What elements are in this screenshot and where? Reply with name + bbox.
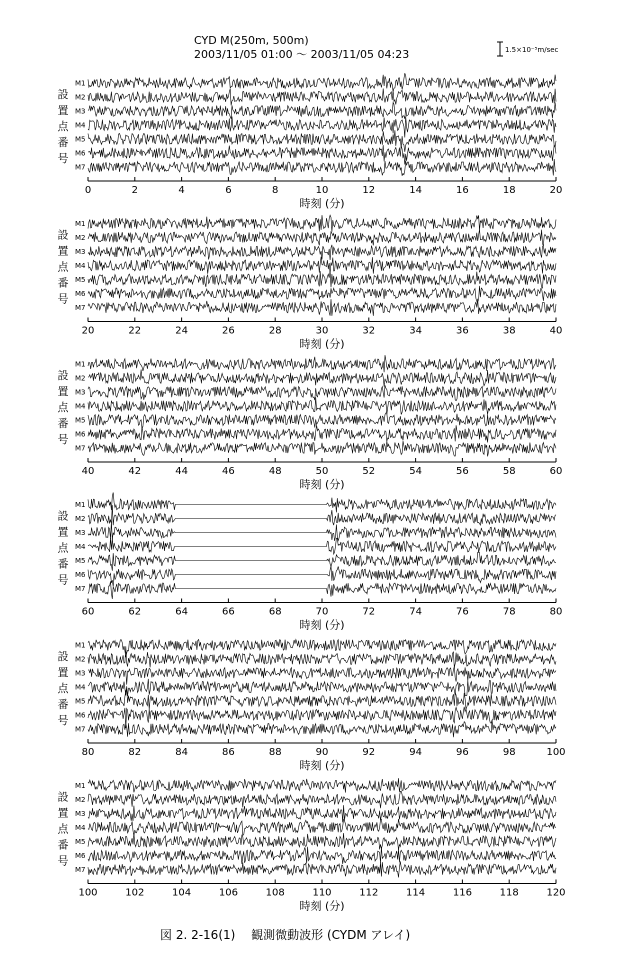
x-tick-label: 18 <box>502 185 516 196</box>
svg-text:点: 点 <box>57 541 69 555</box>
x-tick-label: 80 <box>81 747 95 758</box>
channel-label: M4 <box>75 543 86 551</box>
channel-label: M7 <box>75 304 86 312</box>
x-tick-label: 22 <box>128 325 142 337</box>
channel-label: M2 <box>75 655 86 664</box>
channel-label: M5 <box>75 838 86 846</box>
x-tick-label: 4 <box>178 185 185 196</box>
waveform-panel-4 <box>58 493 563 632</box>
x-tick-label: 30 <box>315 325 329 337</box>
svg-text:設: 設 <box>57 369 69 382</box>
svg-text:置: 置 <box>57 525 69 539</box>
waveform-panel-3 <box>58 355 563 491</box>
x-tick-label: 6 <box>225 185 232 196</box>
channel-label: M4 <box>75 262 86 270</box>
channel-label: M2 <box>75 93 86 102</box>
x-tick-label: 54 <box>409 466 422 477</box>
x-tick-label: 58 <box>502 466 516 477</box>
waveform-trace-m6 <box>88 145 556 165</box>
waveform-trace-m5 <box>88 552 556 571</box>
x-tick-label: 36 <box>456 325 469 337</box>
svg-text:番: 番 <box>57 276 69 290</box>
svg-text:設: 設 <box>57 509 69 523</box>
channel-label: M3 <box>75 810 86 818</box>
x-tick-label: 50 <box>315 466 329 477</box>
svg-text:点: 点 <box>57 401 69 414</box>
x-tick-label: 38 <box>502 325 516 337</box>
x-tick-label: 32 <box>362 325 376 337</box>
channel-label: M2 <box>75 374 86 383</box>
x-tick-label: 56 <box>456 466 469 477</box>
x-tick-label: 92 <box>362 747 376 758</box>
x-tick-label: 26 <box>222 325 235 337</box>
svg-text:番: 番 <box>57 698 69 711</box>
svg-text:設: 設 <box>57 228 69 242</box>
svg-text:番: 番 <box>57 838 69 852</box>
channel-label: M5 <box>75 697 86 706</box>
x-tick-label: 8 <box>272 185 279 196</box>
channel-label: M1 <box>75 641 86 650</box>
waveform-trace-m4 <box>88 538 556 554</box>
waveform-trace-m4 <box>88 257 556 274</box>
channel-label: M1 <box>75 220 86 228</box>
x-tick-label: 64 <box>175 606 188 618</box>
waveform-trace-m3 <box>88 385 556 400</box>
channel-label: M6 <box>75 852 86 860</box>
svg-text:号: 号 <box>57 854 69 868</box>
x-tick-label: 96 <box>456 747 469 758</box>
x-tick-label: 112 <box>359 887 379 899</box>
y-axis-label <box>58 650 70 727</box>
channel-label: M6 <box>75 711 86 720</box>
waveform-trace-m3 <box>88 666 556 684</box>
waveform-trace-m7 <box>88 441 556 456</box>
x-tick-label: 102 <box>125 887 145 899</box>
waveform-trace-m7 <box>88 720 556 737</box>
x-tick-label: 86 <box>222 747 235 758</box>
waveform-trace-m5 <box>88 833 556 850</box>
channel-label: M2 <box>75 515 86 523</box>
x-tick-label: 116 <box>452 887 472 899</box>
svg-text:置: 置 <box>57 244 69 258</box>
x-tick-label: 100 <box>546 747 566 758</box>
waveform-trace-m3 <box>88 102 556 118</box>
channel-label: M7 <box>75 866 86 874</box>
y-axis-label <box>58 510 70 587</box>
x-tick-label: 106 <box>218 887 238 899</box>
x-tick-label: 78 <box>502 606 516 618</box>
x-tick-label: 120 <box>546 887 566 899</box>
x-tick-label: 40 <box>81 466 95 477</box>
y-axis-label <box>58 229 70 306</box>
y-axis-label <box>58 791 70 868</box>
svg-text:号: 号 <box>57 433 69 446</box>
waveform-trace-m4 <box>88 819 556 836</box>
y-axis-label <box>58 88 70 165</box>
waveform-trace-m7 <box>88 861 556 877</box>
figure-time-range: 2003/11/05 01:00 ～ 2003/11/05 04:23 <box>194 48 410 61</box>
x-tick-label: 10 <box>315 185 329 196</box>
x-tick-label: 42 <box>128 466 142 477</box>
channel-label: M5 <box>75 416 86 425</box>
x-tick-label: 20 <box>81 325 95 337</box>
channel-label: M3 <box>75 388 86 397</box>
channel-label: M7 <box>75 444 86 453</box>
svg-text:置: 置 <box>57 104 69 117</box>
svg-text:設: 設 <box>57 88 69 101</box>
waveform-trace-m7 <box>88 299 556 316</box>
channel-label: M3 <box>75 107 86 116</box>
svg-text:番: 番 <box>57 136 69 149</box>
channel-label: M7 <box>75 163 86 172</box>
waveform-trace-m6 <box>88 847 556 864</box>
channel-label: M3 <box>75 248 86 256</box>
svg-text:置: 置 <box>57 806 69 820</box>
x-tick-label: 24 <box>175 325 188 337</box>
figure-title: CYD M(250m, 500m) <box>194 34 309 47</box>
waveform-trace-m2 <box>88 230 556 246</box>
waveform-trace-m1 <box>88 640 556 658</box>
channel-label: M6 <box>75 430 86 439</box>
x-tick-label: 68 <box>268 606 282 618</box>
channel-label: M3 <box>75 529 86 537</box>
waveform-trace-m5 <box>88 689 556 710</box>
x-tick-label: 94 <box>409 747 422 758</box>
svg-text:設: 設 <box>57 790 69 804</box>
waveform-trace-m2 <box>88 370 556 387</box>
x-tick-label: 2 <box>131 185 138 196</box>
svg-text:置: 置 <box>57 385 69 398</box>
x-tick-label: 110 <box>312 887 332 899</box>
waveform-trace-m3 <box>88 245 556 260</box>
waveform-trace-m6 <box>88 425 556 442</box>
x-tick-label: 62 <box>128 606 142 618</box>
x-tick-label: 0 <box>84 185 92 196</box>
x-tick-label: 88 <box>268 747 282 758</box>
channel-label: M5 <box>75 557 86 565</box>
channel-label: M6 <box>75 149 86 158</box>
waveform-panel-6 <box>58 778 566 912</box>
waveform-trace-m1 <box>88 493 556 513</box>
x-tick-label: 118 <box>499 887 519 899</box>
x-tick-label: 40 <box>549 325 563 337</box>
amplitude-scale-bar <box>497 42 559 56</box>
x-tick-label: 34 <box>409 325 422 337</box>
x-axis-label: 時刻 (分) <box>299 197 345 210</box>
y-axis-label <box>58 369 70 446</box>
channel-label: M1 <box>75 360 86 369</box>
x-tick-label: 98 <box>502 747 516 758</box>
svg-text:番: 番 <box>57 557 69 571</box>
x-tick-label: 114 <box>406 887 426 899</box>
x-axis-label: 時刻 (分) <box>299 759 345 772</box>
x-tick-label: 100 <box>78 887 98 899</box>
waveform-trace-m1 <box>88 778 556 792</box>
waveform-panel-1 <box>58 73 563 210</box>
x-tick-label: 74 <box>409 606 422 618</box>
channel-label: M6 <box>75 571 86 579</box>
x-tick-label: 76 <box>456 606 469 618</box>
svg-text:号: 号 <box>57 573 69 587</box>
channel-label: M2 <box>75 796 86 804</box>
x-axis-label: 時刻 (分) <box>299 899 345 913</box>
x-axis-label: 時刻 (分) <box>299 478 345 491</box>
waveform-trace-m7 <box>88 581 556 599</box>
svg-text:号: 号 <box>57 714 69 727</box>
svg-text:点: 点 <box>57 120 69 133</box>
x-tick-label: 80 <box>549 606 563 618</box>
channel-label: M5 <box>75 276 86 284</box>
x-tick-label: 84 <box>175 747 188 758</box>
channel-label: M7 <box>75 585 86 593</box>
waveform-trace-m4 <box>88 679 556 696</box>
svg-text:点: 点 <box>57 682 69 695</box>
waveform-trace-m1 <box>88 355 556 372</box>
channel-label: M4 <box>75 121 86 130</box>
svg-text:番: 番 <box>57 417 69 430</box>
channel-label: M1 <box>75 501 86 509</box>
waveform-trace-m2 <box>88 791 556 808</box>
waveform-trace-m3 <box>88 805 556 822</box>
channel-label: M1 <box>75 79 86 88</box>
x-tick-label: 52 <box>362 466 376 477</box>
svg-text:点: 点 <box>57 822 69 836</box>
x-axis-label: 時刻 (分) <box>299 337 345 351</box>
waveform-trace-m3 <box>88 522 556 541</box>
waveform-trace-m5 <box>88 130 556 152</box>
x-tick-label: 12 <box>362 185 376 196</box>
x-tick-label: 108 <box>265 887 285 899</box>
svg-text:点: 点 <box>57 260 69 274</box>
waveform-trace-m4 <box>88 117 556 138</box>
x-tick-label: 16 <box>456 185 469 196</box>
x-tick-label: 20 <box>549 185 563 196</box>
waveform-trace-m2 <box>88 89 556 106</box>
x-tick-label: 60 <box>81 606 95 618</box>
svg-text:置: 置 <box>57 666 69 679</box>
waveform-trace-m5 <box>88 271 556 288</box>
waveform-panels <box>58 73 566 912</box>
x-tick-label: 28 <box>268 325 282 337</box>
waveform-trace-m1 <box>88 215 556 232</box>
x-tick-label: 70 <box>315 606 329 618</box>
x-tick-label: 60 <box>549 466 563 477</box>
channel-label: M3 <box>75 669 86 678</box>
waveform-trace-m2 <box>88 646 556 667</box>
waveform-trace-m7 <box>88 159 556 176</box>
x-tick-label: 72 <box>362 606 376 618</box>
channel-label: M7 <box>75 725 86 734</box>
waveform-panel-5 <box>58 640 566 773</box>
waveform-panel-2 <box>58 215 563 350</box>
x-tick-label: 82 <box>128 747 142 758</box>
channel-label: M4 <box>75 824 86 832</box>
waveform-trace-m1 <box>88 73 556 91</box>
x-tick-label: 90 <box>315 747 329 758</box>
channel-label: M4 <box>75 683 86 692</box>
amplitude-scale-label: 1.5×10⁻⁵m/sec <box>505 46 559 54</box>
waveform-trace-m6 <box>88 286 556 302</box>
x-tick-label: 66 <box>222 606 235 618</box>
figure-caption: 図 2. 2-16(1) 観測微動波形 (CYDM アレイ) <box>160 928 411 942</box>
svg-text:号: 号 <box>57 152 69 165</box>
x-axis-label: 時刻 (分) <box>299 618 345 632</box>
channel-label: M4 <box>75 402 86 411</box>
x-tick-label: 48 <box>268 466 282 477</box>
channel-label: M2 <box>75 234 86 242</box>
waveform-trace-m6 <box>88 566 556 587</box>
waveform-trace-m5 <box>88 413 556 428</box>
channel-label: M1 <box>75 782 86 790</box>
x-tick-label: 104 <box>172 887 192 899</box>
x-tick-label: 44 <box>175 466 188 477</box>
channel-label: M5 <box>75 135 86 144</box>
svg-text:号: 号 <box>57 292 69 306</box>
waveform-trace-m4 <box>88 397 556 414</box>
x-tick-label: 14 <box>409 185 422 196</box>
x-tick-label: 46 <box>222 466 235 477</box>
svg-text:設: 設 <box>57 650 69 663</box>
channel-label: M6 <box>75 290 86 298</box>
